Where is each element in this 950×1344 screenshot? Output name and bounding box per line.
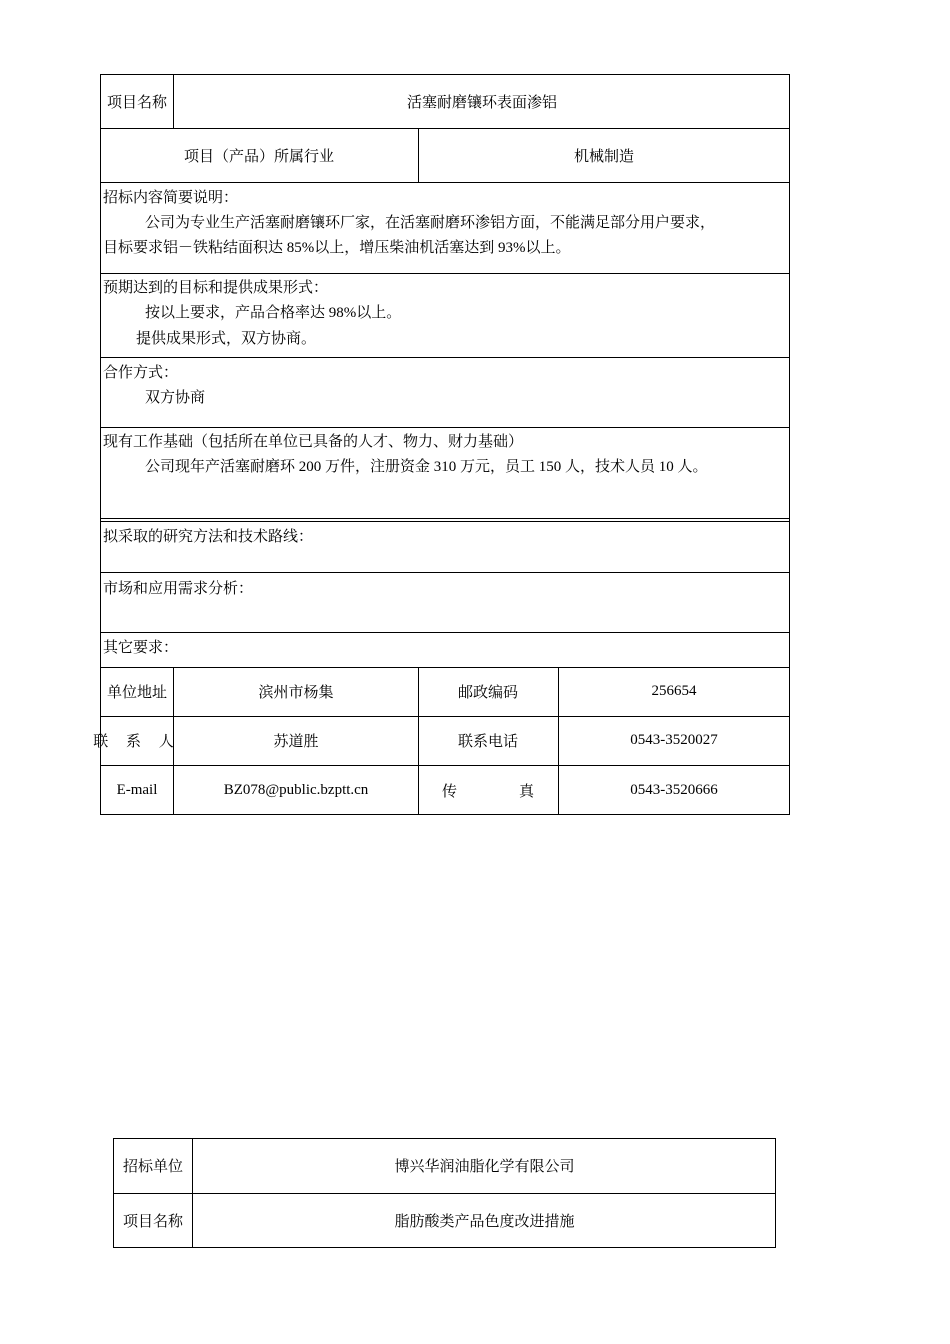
row-divider bbox=[100, 572, 790, 573]
row-divider bbox=[100, 632, 790, 633]
basis-line-1: 公司现年产活塞耐磨环 200 万件，注册资金 310 万元，员工 150 人，技术人员 10 人。 bbox=[145, 459, 708, 475]
other-heading: 其它要求： bbox=[103, 640, 179, 656]
bidder-value: 博兴华润油脂化学有限公司 bbox=[394, 1159, 575, 1175]
fax-value: 0543-3520666 bbox=[630, 781, 718, 798]
phone-value: 0543-3520027 bbox=[630, 732, 718, 748]
method-heading: 拟采取的研究方法和技术路线： bbox=[103, 529, 314, 545]
row-divider bbox=[100, 518, 790, 519]
contact-value: 苏道胜 bbox=[273, 734, 319, 750]
contact-label-text: 联 系 人 bbox=[93, 734, 181, 750]
project-name-label-2: 项目名称 bbox=[122, 1214, 183, 1230]
row-divider bbox=[100, 521, 790, 522]
address-label: 单位地址 bbox=[106, 685, 167, 701]
summary-heading: 招标内容简要说明： bbox=[103, 190, 239, 206]
email-value: BZ078@public.bzptt.cn bbox=[223, 781, 369, 798]
phone-label: 联系电话 bbox=[457, 734, 518, 750]
email-label: E-mail bbox=[116, 781, 158, 798]
summary-line-1: 公司为专业生产活塞耐磨镶环厂家，在活塞耐磨环渗铝方面，不能满足部分用户要求， bbox=[145, 215, 716, 231]
row-divider bbox=[100, 427, 790, 428]
fax-label-part-a: 传 bbox=[442, 783, 458, 800]
cooperation-heading: 合作方式： bbox=[103, 365, 179, 381]
address-value: 滨州市杨集 bbox=[258, 685, 334, 701]
industry-label: 项目（产品）所属行业 bbox=[183, 148, 334, 165]
basis-heading: 现有工作基础（包括所在单位已具备的人才、物力、财力基础） bbox=[103, 434, 524, 450]
summary-line-2: 目标要求铝－铁粘结面积达 85%以上，增压柴油机活塞达到 93%以上。 bbox=[103, 240, 571, 256]
goals-heading: 预期达到的目标和提供成果形式： bbox=[103, 280, 329, 296]
row-divider bbox=[100, 357, 790, 358]
contact-label bbox=[93, 716, 181, 765]
project-name-label: 项目名称 bbox=[106, 94, 167, 111]
postcode-value: 256654 bbox=[651, 683, 697, 699]
goals-line-2: 提供成果形式，双方协商。 bbox=[136, 331, 317, 347]
fax-label-part-b: 真 bbox=[518, 783, 534, 800]
bidder-label: 招标单位 bbox=[122, 1159, 183, 1175]
market-heading: 市场和应用需求分析： bbox=[103, 581, 254, 597]
row-divider bbox=[100, 273, 790, 274]
industry-value: 机械制造 bbox=[573, 148, 634, 165]
row-divider bbox=[100, 182, 790, 183]
fax-label bbox=[418, 765, 558, 815]
cooperation-line-1: 双方协商 bbox=[145, 390, 206, 406]
postcode-label: 邮政编码 bbox=[457, 685, 518, 701]
goals-line-1: 按以上要求，产品合格率达 98%以上。 bbox=[145, 305, 402, 321]
project-name-value-2: 脂肪酸类产品色度改进措施 bbox=[394, 1214, 575, 1230]
project-name-value: 活塞耐磨镶环表面渗铝 bbox=[406, 94, 557, 111]
